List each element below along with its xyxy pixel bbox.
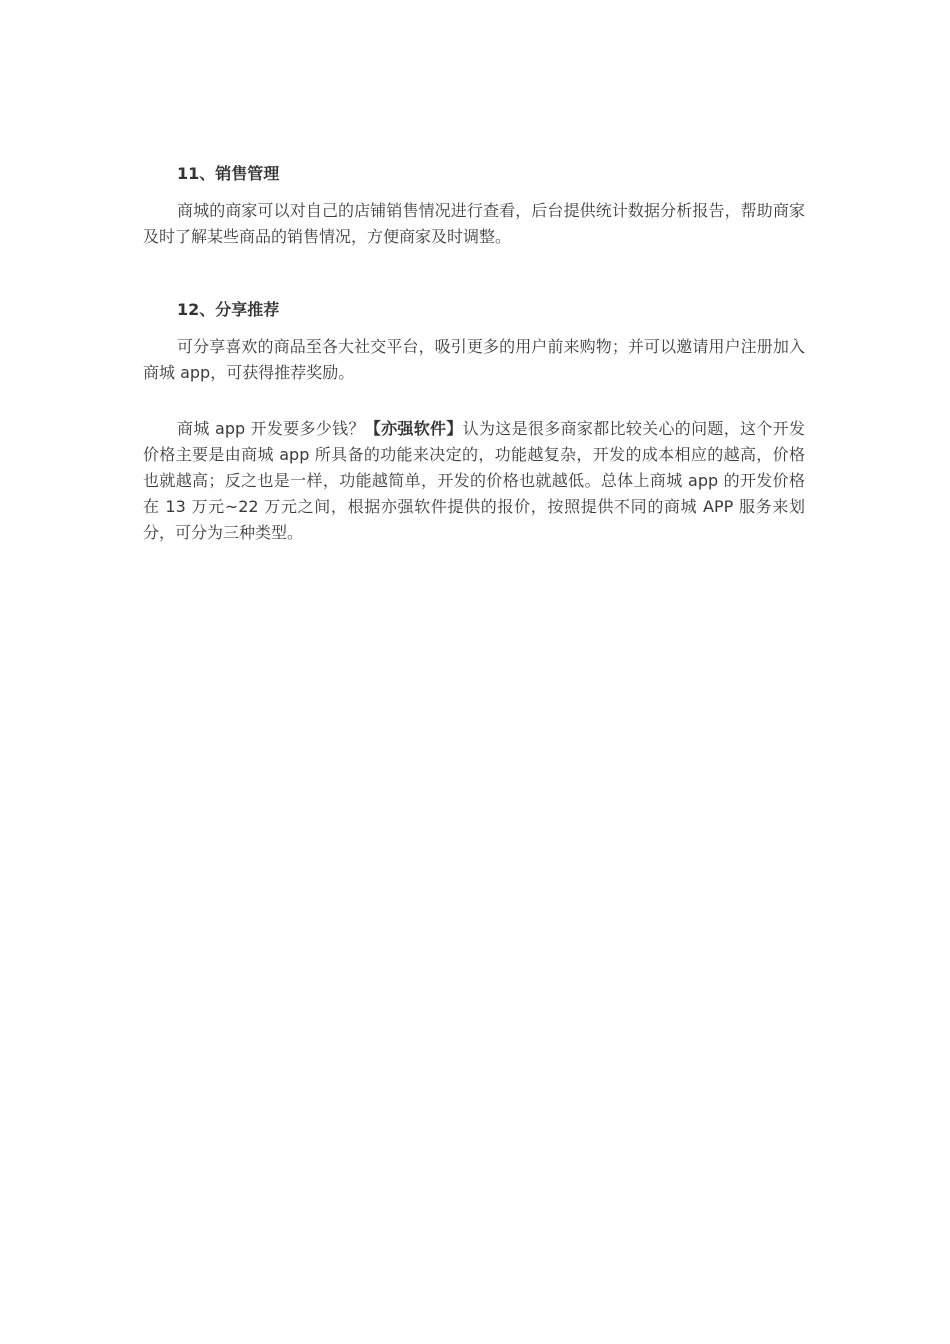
brand-name: 【亦强软件】 <box>364 419 463 438</box>
document-page <box>143 160 805 546</box>
section-sales-management <box>143 160 805 250</box>
closing-text-after: 认为这是很多商家都比较关心的问题，这个开发价格主要是由商城 app 所具备的功能来决定的，功能越复杂，开发的成本相应的越高，价格也就越高；反之也是一样，功能越简单，开发的价格也就越低。总体上商城 app 的开发价格在 13 万元~22 万元之间，根据亦强软件提供的报价，按照提供不同的商城 APP 服务来划分，可分为三种类型。 <box>143 419 805 542</box>
section-body: 可分享喜欢的商品至各大社交平台，吸引更多的用户前来购物；并可以邀请用户注册加入商城 app，可获得推荐奖励。 <box>143 337 805 382</box>
closing-paragraph <box>143 416 805 546</box>
section-body: 商城的商家可以对自己的店铺销售情况进行查看，后台提供统计数据分析报告，帮助商家及时了解某些商品的销售情况，方便商家及时调整。 <box>143 201 805 246</box>
section-heading: 11、销售管理 <box>177 164 280 183</box>
section-heading: 12、分享推荐 <box>177 300 280 319</box>
section-share-recommend <box>143 296 805 386</box>
closing-text-before: 商城 app 开发要多少钱？ <box>177 419 365 438</box>
